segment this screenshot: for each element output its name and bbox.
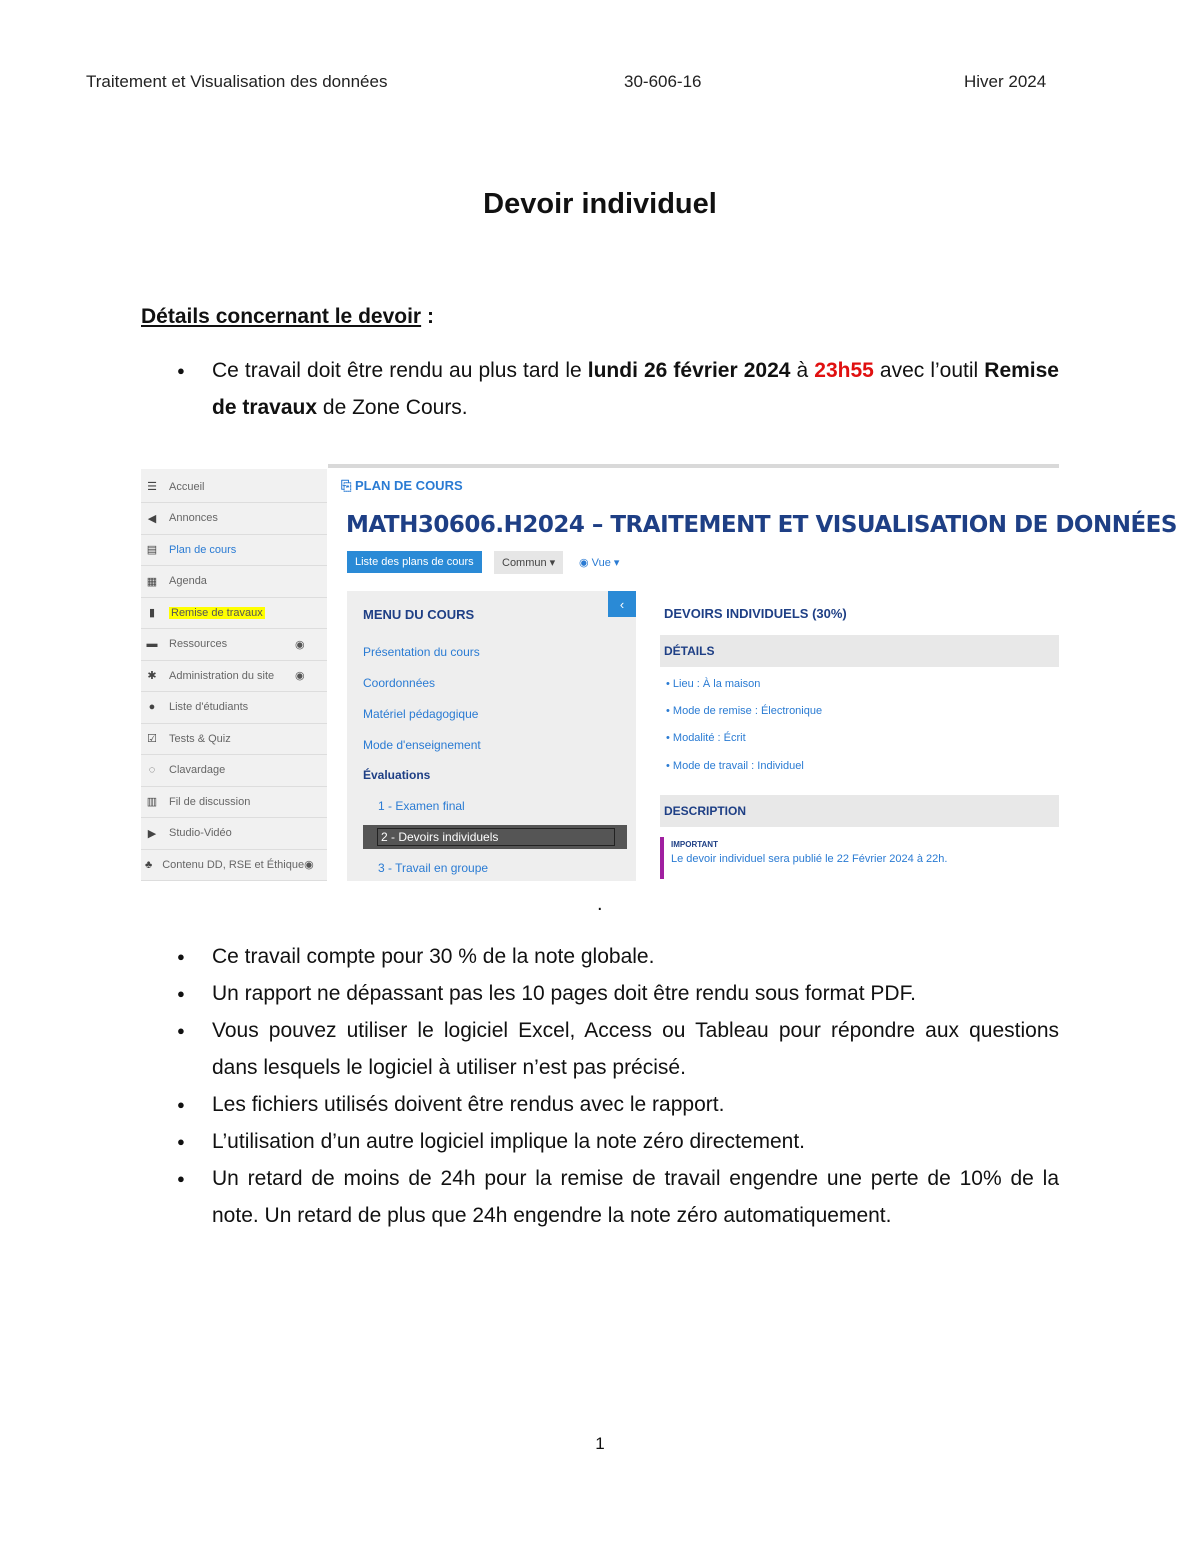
deadline-text-3: avec l’outil [873, 359, 985, 382]
gear-icon: ✱ [147, 670, 157, 682]
sidebar-item-label: Ressources [169, 638, 228, 650]
requirement-late-penalty: ● Un retard de moins de 24h pour la remise de travail engendre une perte de 10% de la note. Un retard de plus que 24h engendre la note zéro automatiquement. [141, 1160, 1059, 1234]
video-icon: ▶ [147, 827, 157, 840]
menu-item-examen-final[interactable]: 1 - Examen final [378, 799, 465, 813]
breadcrumb[interactable]: ⎘ PLAN DE COURS [341, 478, 463, 493]
course-sidebar [141, 469, 327, 881]
sidebar-item-label: Contenu DD, RSE et Éthique [162, 858, 305, 871]
menu-item-devoirs-label: 2 - Devoirs individuels [377, 828, 615, 846]
menu-item-materiel[interactable]: Matériel pédagogique [363, 707, 479, 721]
sidebar-item-label: Accueil [169, 480, 205, 493]
section-heading-label: Détails concernant le devoir [141, 305, 422, 328]
folder-icon: ▬ [146, 638, 158, 650]
breadcrumb-label: PLAN DE COURS [355, 478, 463, 493]
menu-item-travail-groupe[interactable]: 3 - Travail en groupe [378, 861, 489, 875]
detail-mode-travail: • Mode de travail : Individuel [666, 760, 804, 772]
megaphone-icon: ◀ [147, 512, 157, 525]
sidebar-item-label: Agenda [169, 575, 207, 587]
sidebar-item[interactable] [141, 755, 327, 787]
deadline-bullet [141, 352, 1059, 426]
commun-dropdown[interactable]: Commun ▾ [494, 551, 563, 574]
deadline-text-2: à [790, 359, 815, 382]
page-number: 1 [595, 1434, 605, 1453]
deadline-tool: Remise de travaux [212, 359, 1059, 419]
course-menu [347, 591, 636, 881]
requirement-files: ● Les fichiers utilisés doivent être rendus avec le rapport. [141, 1086, 1059, 1123]
sidebar-item-label: Fil de discussion [169, 795, 251, 808]
vue-dropdown[interactable] [579, 556, 619, 569]
requirement-other-software: ● L’utilisation d’un autre logiciel implique la note zéro directement. [141, 1123, 1059, 1160]
sidebar-item[interactable] [141, 597, 327, 629]
deadline-date: lundi 26 février 2024 [587, 359, 791, 382]
sidebar-item-label: Administration du site [169, 669, 275, 682]
requirements-list [141, 938, 1059, 1234]
calendar-icon: ▦ [146, 575, 158, 588]
menu-item-evaluations[interactable]: Évaluations [363, 768, 431, 782]
header-course-name: Traitement et Visualisation des données [86, 72, 388, 91]
book-icon: ▤ [146, 544, 158, 556]
deadline-text-1: Ce travail doit être rendu au plus tard le [212, 359, 588, 382]
top-divider [328, 464, 1059, 468]
eye-icon: ◉ [579, 557, 589, 569]
requirement-report: ● Un rapport ne dépassant pas les 10 pages doit être rendu sous format PDF. [141, 975, 1059, 1012]
sidebar-item[interactable] [141, 471, 327, 503]
detail-mode-remise: • Mode de remise : Électronique [666, 705, 823, 717]
menu-item-coordonnees[interactable]: Coordonnées [363, 676, 436, 690]
visibility-icon[interactable]: ◉ [304, 859, 314, 871]
visibility-icon[interactable]: ◉ [295, 670, 305, 682]
page-title: Devoir individuel [483, 188, 717, 220]
sidebar-item-label: Liste d'étudiants [169, 701, 249, 713]
menu-item-presentation[interactable]: Présentation du cours [363, 645, 480, 659]
sidebar-item-label: Plan de cours [169, 543, 237, 556]
sidebar-item-label: Tests & Quiz [169, 732, 231, 745]
sidebar-item[interactable] [141, 629, 327, 661]
section-heading [141, 305, 434, 329]
important-text: Le devoir individuel sera publié le 22 Février 2024 à 22h. [671, 853, 948, 865]
sidebar-item[interactable] [141, 692, 327, 724]
sidebar-item-label [169, 607, 327, 619]
sidebar-item[interactable] [141, 723, 327, 755]
course-title: MATH30606.H2024 – TRAITEMENT ET VISUALISATION DE DONNÉES [346, 512, 1177, 538]
description-header: DESCRIPTION [660, 795, 1059, 827]
header-course-code: 30-606-16 [624, 72, 702, 91]
important-accent [660, 837, 664, 879]
sidebar-item-label: Studio-Vidéo [169, 827, 232, 839]
course-plans-list-button[interactable]: Liste des plans de cours [347, 551, 482, 573]
sidebar-item[interactable] [141, 534, 327, 566]
checkbox-icon: ☑ [147, 733, 157, 745]
chevron-left-icon: ‹ [619, 596, 625, 612]
menu-item-mode-enseignement[interactable]: Mode d'enseignement [363, 738, 481, 752]
zonecours-screenshot [141, 464, 1177, 884]
sidebar-item-label: Annonces [169, 512, 218, 524]
vue-label: Vue ▾ [591, 557, 620, 569]
header-term: Hiver 2024 [964, 72, 1047, 91]
menu-item-devoirs-individuels[interactable] [363, 825, 627, 849]
detail-lieu: • Lieu : À la maison [666, 678, 761, 690]
chat-icon: ◌ [148, 764, 156, 776]
deadline-time: 23h55 [814, 359, 874, 382]
bank-icon: ▥ [146, 796, 158, 808]
file-icon: ▮ [148, 607, 156, 619]
details-header: DÉTAILS [660, 635, 1059, 667]
collapse-button[interactable] [608, 591, 636, 617]
detail-modalite: • Modalité : Écrit [666, 732, 746, 744]
users-icon: ● [148, 701, 156, 713]
sidebar-item-label: Clavardage [169, 764, 226, 776]
sidebar-item[interactable] [141, 818, 327, 850]
sidebar-item[interactable] [141, 566, 327, 598]
list-icon: ☰ [147, 481, 157, 493]
deadline-text-4: de Zone Cours. [317, 396, 468, 419]
leaf-icon: ♣ [145, 858, 153, 871]
course-menu-title: MENU DU COURS [363, 607, 475, 622]
requirement-software: ● Vous pouvez utiliser le logiciel Excel, Access ou Tableau pour répondre aux questions dans lesquels le logiciel à utiliser n’est pas précisé. [141, 1012, 1059, 1086]
sidebar-item[interactable] [141, 660, 327, 692]
separator-dot: . [597, 893, 603, 915]
visibility-icon[interactable]: ◉ [295, 638, 305, 651]
important-label: IMPORTANT [671, 840, 718, 849]
section-heading-colon: : [421, 305, 434, 328]
highlighted-label: Remise de travaux [171, 606, 263, 619]
deadline-list [141, 352, 1059, 426]
sidebar-item[interactable] [141, 849, 327, 881]
sidebar-item[interactable] [141, 786, 327, 818]
assignment-title: DEVOIRS INDIVIDUELS (30%) [664, 606, 847, 621]
requirement-weight: ● Ce travail compte pour 30 % de la note globale. [141, 938, 1059, 975]
sidebar-item[interactable] [141, 503, 327, 535]
